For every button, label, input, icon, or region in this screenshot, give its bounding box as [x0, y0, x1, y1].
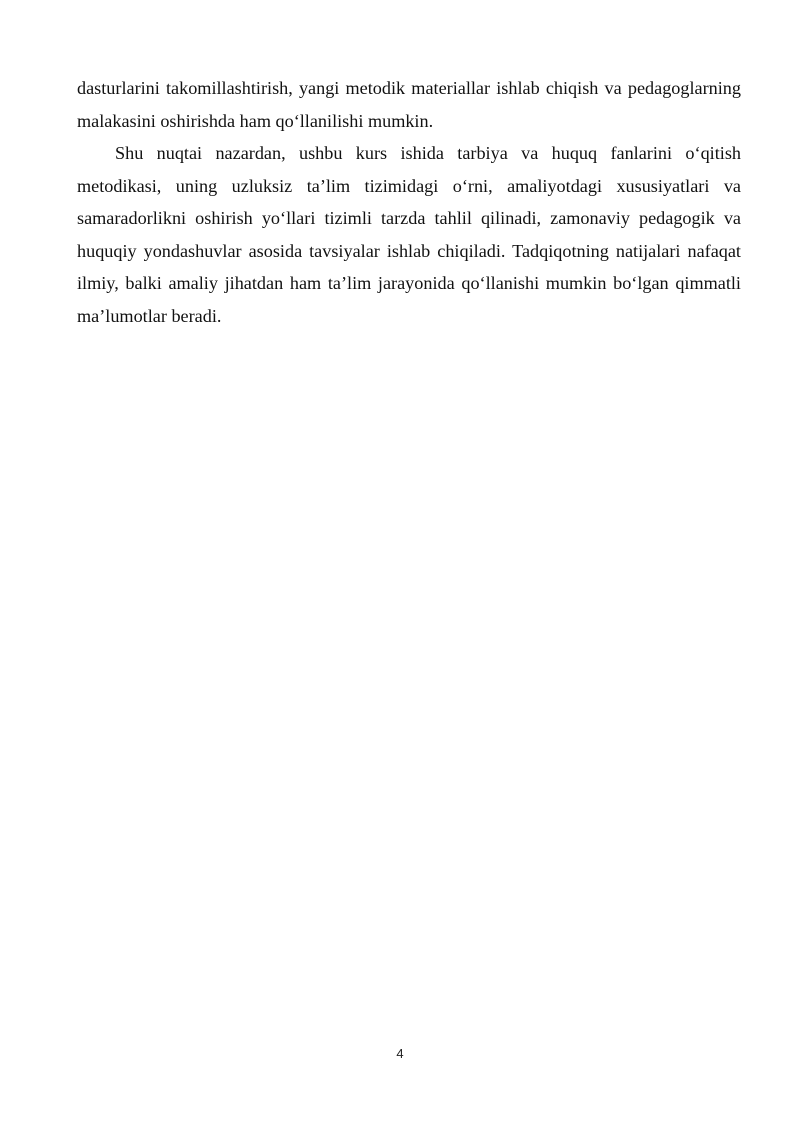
text-line: malakasini oshirishda ham qo‘llanilishi mumkin. [77, 110, 434, 131]
body-text [77, 72, 741, 332]
text-line: ma’lumotlar beradi. [77, 305, 222, 326]
text-line: metodikasi, uning uzluksiz ta’lim tizimidagi o‘rni, amaliyotdagi xususiyatlari va [77, 175, 741, 196]
text-line: Shu nuqtai nazardan, ushbu kurs ishida tarbiya va huquq fanlarini o‘qitish [115, 143, 741, 163]
text-line: huquqiy yondashuvlar asosida tavsiyalar ishlab chiqiladi. Tadqiqotning natijalari nafaqat [77, 240, 741, 261]
text-line: ilmiy, balki amaliy jihatdan ham ta’lim jarayonida qo‘llanishi mumkin bo‘lgan qimmatli [77, 273, 741, 293]
text-line: dasturlarini takomillashtirish, yangi metodik materiallar ishlab chiqish va pedagoglarning [77, 78, 741, 98]
paragraph-2 [77, 137, 741, 332]
page-number: 4 [396, 1046, 404, 1061]
paragraph-1 [77, 72, 741, 137]
text-line: samaradorlikni oshirish yo‘llari tizimli tarzda tahlil qilinadi, zamonaviy pedagogik va [77, 208, 741, 228]
